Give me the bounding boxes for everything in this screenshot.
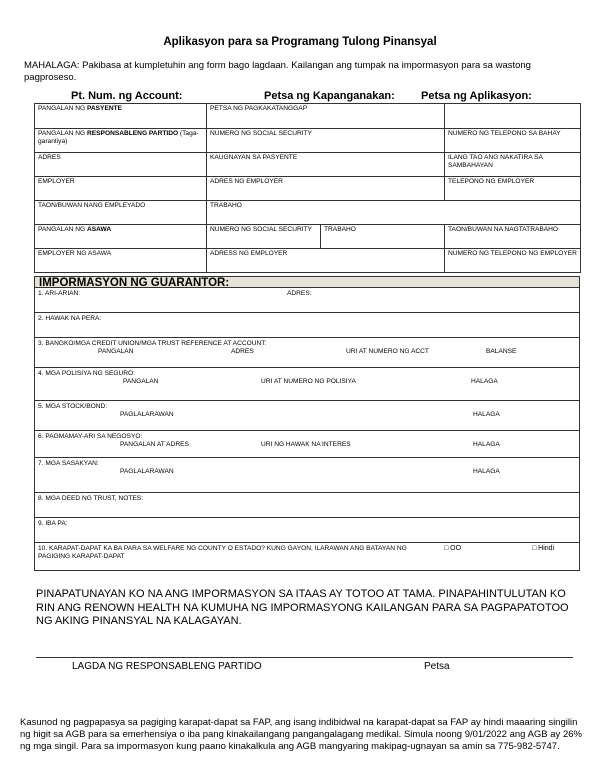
spouse-employer-row <box>35 249 581 273</box>
employer-address-field[interactable]: ADRES NG EMPLOYER <box>207 177 445 201</box>
relationship-field[interactable]: KAUGNAYAN SA PASYENTE <box>207 153 445 177</box>
yes-checkbox[interactable]: □ OO <box>444 545 462 552</box>
signature-label: LAGDA NG RESPONSABLENG PARTIDO <box>72 661 262 672</box>
welfare-eligibility-row: 10. KARAPAT-DAPAT KA BA PARA SA WELFARE NG COUNTY O ESTADO? KUNG GAYON, ILARAWAN ANG BATAYAN NG PAGIGING KARAPAT-DAPAT □ OO □ Hindi <box>34 543 580 571</box>
signature-date-label: Petsa <box>424 661 450 672</box>
guarantor-row <box>35 129 581 153</box>
stocks-bonds-row[interactable]: 5. MGA STOCK/BOND: PAGLALARAWAN HALAGA <box>34 401 580 431</box>
employment-row <box>35 201 581 225</box>
spouse-occupation-field[interactable]: TRABAHO <box>321 225 445 249</box>
spouse-employer-address-field[interactable]: ADRESS NG EMPLOYER <box>207 249 445 273</box>
occupation-field[interactable]: TRABAHO <box>207 201 581 225</box>
no-checkbox[interactable]: □ Hindi <box>532 545 555 552</box>
other-assets-row[interactable]: 9. IBA PA: <box>34 518 580 543</box>
patient-row <box>35 104 581 129</box>
spouse-years-worked-field[interactable]: TAON/BUWAN NA NAGTATRABAHO <box>445 225 581 249</box>
guarantor-section-heading: IMPORMASYON NG GUARANTOR: <box>34 276 580 288</box>
home-phone-field[interactable]: NUMERO NG TELEPONO SA BAHAY <box>445 129 581 153</box>
property-row[interactable]: 1. ARI-ARIAN: ADRES: <box>34 288 580 313</box>
years-employed-field[interactable]: TAON/BUWAN NANG EMPLEYADO <box>35 201 207 225</box>
employer-field[interactable]: EMPLOYER <box>35 177 207 201</box>
spouse-employer-phone-field[interactable]: NUMERO NG TELEPONO NG EMPLOYER <box>445 249 581 273</box>
cash-on-hand-row[interactable]: 2. HAWAK NA PERA: <box>34 313 580 338</box>
certification-statement: PINAPATUNAYAN KO NA ANG IMPORMASYON SA ITAAS AY TOTOO AT TAMA. PINAPAHINTULUTAN KO RIN ANG RENOWN HEALTH NA KUMUHA NG IMPORMASYONG KAILANGAN PARA SA PAGPAPATOTOO NG AKING PINANSYAL NA KALAGAYAN. <box>36 588 569 627</box>
spouse-ssn-field[interactable]: NUMERO NG SOCIAL SECURITY <box>207 225 321 249</box>
employer-phone-field[interactable]: TELEPONO NG EMPLOYER <box>445 177 581 201</box>
vehicles-row[interactable]: 7. MGA SASAKYAN: PAGLALARAWAN HALAGA <box>34 458 580 493</box>
bank-accounts-row[interactable]: 3. BANGKO/MGA CREDIT UNION/MGA TRUST REFERENCE AT ACCOUNT: PANGALAN ADRES URI AT NUMERO NG ACCT BALANSE <box>34 338 580 368</box>
address-row <box>35 153 581 177</box>
spouse-employer-field[interactable]: EMPLOYER NG ASAWA <box>35 249 207 273</box>
patient-info-table <box>34 103 581 273</box>
signature-line[interactable] <box>36 657 573 658</box>
birth-date-label: Petsa ng Kapanganakan: <box>264 90 395 102</box>
spouse-name-field[interactable]: PANGALAN NG ASAWA <box>35 225 207 249</box>
date-received-field[interactable]: PETSA NG PAGKAKATANGGAP <box>207 104 445 129</box>
guarantor-ssn-field[interactable]: NUMERO NG SOCIAL SECURITY <box>207 129 445 153</box>
spouse-row <box>35 225 581 249</box>
business-ownership-row[interactable]: 6. PAGMAMAY-ARI SA NEGOSYO: PANGALAN AT ADRES URI NG HAWAK NA INTERES HALAGA <box>34 431 580 458</box>
page-title: Aplikasyon para sa Programang Tulong Pinansyal <box>163 36 437 48</box>
employer-row <box>35 177 581 201</box>
household-size-field[interactable]: ILANG TAO ANG NAKATIRA SA SAMBAHAYAN <box>445 153 581 177</box>
important-notice: MAHALAGA: Pakibasa at kumpletuhin ang form bago lagdaan. Kailangan ang tumpak na impormasyon para sa wastong pagproseso. <box>24 60 531 83</box>
address-field[interactable]: ADRES <box>35 153 207 177</box>
insurance-policies-row[interactable]: 4. MGA POLISIYA NG SEGURO: PANGALAN URI AT NUMERO NG POLISIYA HALAGA <box>34 368 580 401</box>
account-number-label: Pt. Num. ng Account: <box>71 90 183 102</box>
responsible-party-field[interactable]: PANGALAN NG RESPONSABLENG PARTIDO (Taga-garantiya) <box>35 129 207 153</box>
blank-field[interactable] <box>445 104 581 129</box>
deeds-trust-row[interactable]: 8. MGA DEED NG TRUST, NOTES: <box>34 493 580 518</box>
patient-name-field[interactable]: PANGALAN NG PASYENTE <box>35 104 207 129</box>
fap-footer-note: Kasunod ng pagpapasya sa pagiging karapat-dapat sa FAP, ang isang indibidwal na karapat-dapat sa FAP ay hindi maaaring singilin ng higit sa AGB para sa emerhensiya o iba pang kinakailangang pangangalagang medikal. Simula noong 9/01/2022 ang AGB ay 26% ng mga singil. Para sa impormasyon kung paano kinakalkula ang AGB mangyaring makipag-ugnayan sa amin sa 775-982-5747. <box>20 717 582 752</box>
application-date-label: Petsa ng Aplikasyon: <box>421 90 532 102</box>
